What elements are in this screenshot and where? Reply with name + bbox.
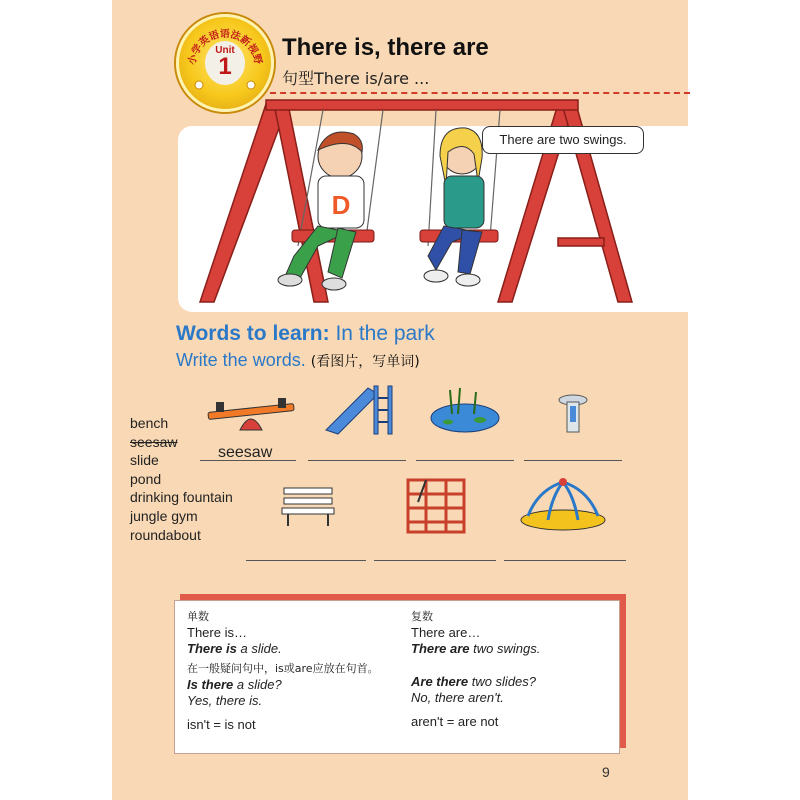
slide-picture: [322, 380, 398, 436]
word-item: pond: [130, 470, 162, 487]
singular-column: [187, 609, 379, 733]
unit-number: 1: [218, 53, 232, 80]
instruction-text: Write the words.: [176, 350, 306, 370]
words-heading: [176, 322, 435, 346]
words-heading-bold: Words to learn:: [176, 322, 330, 345]
singular-contraction: isn't = is not: [187, 717, 256, 732]
plural-question-bold: Are there: [411, 674, 469, 689]
word-item: jungle gym: [130, 507, 198, 524]
answer-line[interactable]: [246, 560, 366, 561]
badge-center: [205, 41, 245, 85]
singular-question-rest: a slide?: [236, 677, 282, 692]
word-item: slide: [130, 452, 159, 469]
word-item: bench: [130, 415, 169, 431]
instruction-line: [176, 350, 420, 371]
seesaw-picture: [206, 394, 296, 434]
title-divider: [270, 92, 690, 94]
grammar-box: [174, 600, 620, 754]
question-note: 在一般疑问句中，is或are应放在句首。: [187, 662, 379, 675]
plural-pattern: There are…: [411, 625, 481, 640]
pond-picture: [428, 384, 502, 434]
plural-answer: No, there aren't.: [411, 690, 504, 705]
singular-question-bold: Is there: [187, 677, 234, 692]
word-item: roundabout: [130, 526, 201, 543]
singular-header: 单数: [187, 610, 209, 623]
drinking-fountain-picture: [556, 392, 590, 436]
word-item: drinking fountain: [130, 489, 233, 506]
unit-label: Unit: [215, 45, 235, 56]
plural-header: 复数: [411, 610, 433, 623]
words-heading-topic: In the park: [335, 322, 435, 345]
page-subtitle: 句型There is/are ...: [282, 69, 430, 88]
answer-line[interactable]: [504, 560, 626, 561]
instruction-cn: (看图片，写单词): [310, 354, 420, 370]
example-answer: seesaw: [218, 444, 273, 461]
speech-bubble: There are two swings.: [482, 126, 644, 154]
plural-question-rest: two slides?: [471, 674, 537, 689]
page-number: 9: [602, 764, 610, 780]
page-title: There is, there are: [282, 34, 489, 61]
jungle-gym-picture: [402, 472, 472, 536]
plural-example-rest: two swings.: [473, 641, 541, 656]
answer-line[interactable]: [308, 460, 406, 461]
plural-column: [411, 609, 540, 730]
answer-line[interactable]: [374, 560, 496, 561]
answer-line[interactable]: [416, 460, 514, 461]
shirt-letter: D: [331, 190, 351, 220]
word-item: seesaw: [130, 433, 178, 450]
singular-pattern: There is…: [187, 625, 247, 640]
singular-answer: Yes, there is.: [187, 693, 263, 708]
svg-text:小学英语语法新视野: 小学英语语法新视野: [186, 28, 264, 66]
plural-contraction: aren't = are not: [411, 714, 499, 729]
bench-picture: [280, 484, 336, 530]
roundabout-picture: [518, 476, 608, 534]
answer-line[interactable]: [524, 460, 622, 461]
singular-example-rest: a slide.: [240, 641, 282, 656]
plural-example-bold: There are: [411, 641, 470, 656]
singular-example-bold: There is: [187, 641, 237, 656]
